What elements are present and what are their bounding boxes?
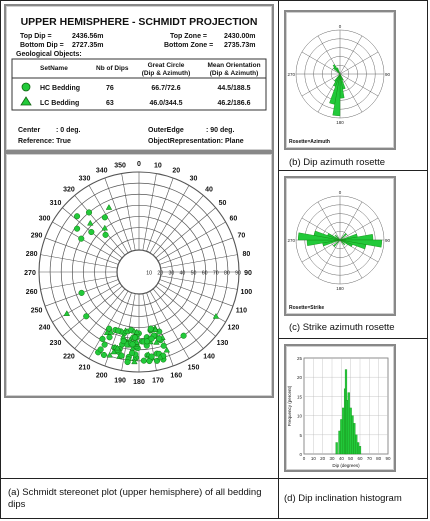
strike-rosette-svg — [286, 178, 394, 314]
hc-bedding-pole — [89, 229, 95, 235]
histogram-xtick: 60 — [357, 456, 363, 461]
hc-bedding-pole — [101, 352, 107, 358]
hc-bedding-pole — [74, 213, 80, 219]
row-hc-mo: 44.5/188.5 — [217, 85, 251, 92]
azimuth-label: 280 — [25, 251, 38, 259]
hc-bedding-pole — [115, 328, 121, 334]
row-lc-gc: 46.0/344.5 — [149, 100, 183, 107]
row-hc-nb: 76 — [106, 85, 114, 92]
info-panel — [4, 4, 274, 152]
hc-bedding-pole — [161, 343, 167, 349]
dip-label: 10 — [146, 270, 153, 277]
azimuth-label: 180 — [133, 379, 145, 386]
histogram-xtick: 10 — [310, 456, 316, 461]
azimuth-label: 150 — [187, 364, 200, 372]
histogram-ytick: 20 — [296, 375, 302, 381]
histogram-ytick: 0 — [299, 452, 302, 457]
outer-edge-label: OuterEdge — [148, 127, 184, 134]
caption-d: (d) Dip inclination histogram — [284, 493, 402, 504]
rosette-spoke — [318, 240, 340, 278]
histogram-xtick: 40 — [338, 456, 344, 461]
hc-bedding-pole — [79, 290, 85, 296]
dip-label: 60 — [201, 270, 208, 277]
azimuth-label: 320 — [63, 186, 75, 194]
histogram-bar — [339, 431, 341, 454]
azimuth-line — [161, 255, 238, 269]
hc-bedding-pole — [141, 358, 147, 364]
bottom-zone-value: 2735.73m — [224, 42, 256, 49]
row-lc-mo: 46.2/186.6 — [217, 100, 251, 107]
rosette-label: Rosette=Strike — [289, 305, 325, 311]
lc-bedding-pole — [102, 225, 108, 230]
azimuth-line — [143, 174, 157, 251]
hc-bedding-pole — [125, 359, 131, 365]
center-label: Center — [18, 127, 41, 134]
hc-bedding-pole — [86, 210, 92, 216]
dip-label: 40 — [179, 270, 186, 277]
strike-rosette-panel — [284, 176, 396, 316]
lc-bedding-pole — [64, 311, 70, 316]
azimuth-label: 80 — [242, 251, 251, 259]
histogram-xtick: 0 — [302, 456, 306, 461]
azimuth-label: 160 — [170, 372, 183, 380]
stereonet-svg — [6, 154, 272, 396]
rosette-spoke — [340, 52, 378, 74]
azimuth-label: 140 — [203, 353, 215, 361]
azimuth-label: 40 — [205, 186, 213, 194]
dip-histogram-panel — [284, 344, 396, 472]
histogram-ytick: 5 — [299, 432, 302, 438]
azimuth-line — [105, 178, 132, 251]
azimuth-label: 350 — [114, 162, 126, 170]
lc-bedding-pole — [106, 205, 112, 210]
divider-b — [278, 170, 428, 171]
lc-bedding-pole — [87, 220, 93, 225]
hc-bedding-pole — [119, 353, 125, 359]
azimuth-label: 70 — [237, 232, 246, 240]
center-value: : 0 deg. — [56, 127, 81, 134]
caption-c: (c) Strike azimuth rosette — [289, 322, 395, 333]
azimuth-label: 120 — [227, 324, 240, 332]
hc-bedding-circle-icon — [22, 83, 30, 91]
azimuth-line — [41, 276, 118, 290]
hc-bedding-pole — [107, 334, 113, 340]
hc-bedding-pole — [98, 347, 104, 353]
col-mean-orient-2: (Dip & Azimuth) — [209, 70, 259, 77]
col-great-circle-2: (Dip & Azimuth) — [141, 70, 191, 77]
histogram-xlabel: Dip (degrees) — [332, 463, 360, 468]
hc-bedding-pole — [129, 350, 135, 356]
rosette-spoke — [340, 74, 378, 96]
histogram-ytick: 25 — [296, 356, 302, 361]
histogram-bar — [342, 408, 344, 454]
dip-label: 80 — [223, 270, 230, 277]
hc-bedding-pole — [156, 336, 162, 342]
azimuth-label: 110 — [235, 307, 248, 315]
tick-0: 0 — [338, 24, 342, 29]
outer-edge-value: : 90 deg. — [206, 127, 235, 134]
azimuth-line — [160, 238, 233, 265]
azimuth-label: 300 — [38, 215, 51, 223]
histogram-bar — [350, 408, 352, 454]
row-lc-name: LC Bedding — [40, 100, 80, 107]
rosette-spoke — [340, 36, 362, 74]
tick-180: 180 — [336, 120, 344, 125]
hc-bedding-pole — [148, 326, 154, 332]
azimuth-label: 240 — [38, 324, 51, 332]
top-zone-value: 2430.00m — [224, 33, 256, 40]
azimuth-label: 100 — [240, 288, 253, 296]
azimuth-label: 290 — [30, 232, 43, 240]
hc-bedding-pole — [103, 232, 109, 238]
histogram-bar — [352, 416, 354, 454]
object-representation-label: ObjectRepresentation: Plane — [148, 138, 244, 145]
histogram-bar — [357, 442, 359, 454]
rosette-label: Rosette=Azimuth — [289, 139, 330, 145]
azimuth-label: 170 — [152, 377, 164, 385]
azimuth-label: 50 — [218, 199, 227, 207]
azimuth-label: 250 — [30, 307, 43, 315]
azimuth-label: 210 — [78, 364, 91, 372]
tick-90: 90 — [385, 238, 391, 243]
center-circle — [117, 250, 160, 293]
dip-histogram-svg — [286, 346, 394, 470]
hc-bedding-pole — [181, 333, 187, 339]
top-dip-value: 2436.56m — [72, 33, 104, 40]
stereonet-panel — [4, 152, 274, 398]
row-hc-name: HC Bedding — [40, 85, 81, 92]
dip-label: 50 — [190, 270, 197, 277]
azimuth-label: 10 — [154, 162, 162, 170]
azimuth-label: 130 — [216, 340, 229, 348]
histogram-bar — [355, 435, 357, 454]
azimuth-line — [122, 174, 136, 251]
bottom-dip-value: 2727.35m — [72, 42, 104, 49]
col-setname: SetName — [40, 65, 68, 72]
azimuth-label: 190 — [114, 377, 126, 385]
tick-0: 0 — [338, 190, 342, 195]
tick-270: 270 — [287, 72, 295, 77]
col-nb-dips: Nb of Dips — [96, 65, 129, 72]
azimuth-label: 340 — [95, 167, 108, 175]
reference-label: Reference: True — [18, 138, 71, 145]
azimuth-label: 200 — [95, 372, 108, 380]
azimuth-label: 220 — [63, 353, 75, 361]
azimuth-line — [41, 255, 118, 269]
hc-bedding-pole — [121, 338, 127, 344]
histogram-bar — [336, 442, 338, 454]
hc-bedding-pole — [130, 341, 136, 347]
histogram-xtick: 30 — [329, 456, 335, 461]
hc-bedding-pole — [102, 215, 108, 221]
bottom-zone-label: Bottom Zone = — [164, 42, 214, 49]
top-zone-label: Top Zone = — [170, 33, 208, 40]
plot-title: UPPER HEMISPHERE - SCHMIDT PROJECTION — [20, 16, 258, 28]
col-mean-orient-1: Mean Orientation — [207, 62, 261, 69]
azimuth-label: 310 — [49, 199, 62, 207]
histogram-ytick: 10 — [296, 413, 302, 419]
histogram-ytick: 15 — [296, 394, 302, 400]
histogram-xtick: 70 — [366, 456, 372, 461]
azimuth-label: 30 — [189, 175, 198, 183]
histogram-ylabel: Frequency (percent) — [287, 385, 292, 427]
hc-bedding-pole — [149, 336, 155, 342]
hc-bedding-pole — [83, 313, 89, 319]
dip-label: 20 — [157, 270, 164, 277]
tick-270: 270 — [287, 238, 295, 243]
azimuth-label: 330 — [78, 175, 91, 183]
azimuth-line — [45, 238, 118, 265]
row-hc-gc: 66.7/72.6 — [151, 85, 181, 92]
azimuth-label: 270 — [24, 270, 36, 277]
row-lc-nb: 63 — [106, 100, 114, 107]
bottom-dip-label: Bottom Dip = — [20, 42, 64, 49]
histogram-bar — [353, 423, 355, 454]
rosette-spoke — [340, 202, 362, 240]
azimuth-label: 60 — [229, 215, 238, 223]
tick-90: 90 — [385, 72, 391, 77]
hc-bedding-pole — [149, 354, 155, 360]
column-divider — [278, 0, 279, 519]
info-svg — [6, 6, 272, 150]
histogram-xtick: 80 — [376, 456, 382, 461]
divider-bottom — [0, 478, 428, 479]
dip-label: 90 — [235, 270, 241, 277]
histogram-bar — [359, 446, 361, 454]
azimuth-line — [147, 178, 174, 251]
caption-b: (b) Dip azimuth rosette — [289, 157, 386, 168]
top-dip-label: Top Dip = — [20, 33, 52, 40]
azimuth-line — [161, 276, 238, 290]
hc-bedding-pole — [78, 236, 84, 242]
histogram-bar — [340, 419, 342, 454]
histogram-xtick: 20 — [320, 456, 326, 461]
azimuth-label: 230 — [49, 340, 62, 348]
dip-label: 70 — [212, 270, 219, 277]
hc-bedding-pole — [102, 342, 108, 348]
lc-bedding-triangle-icon — [21, 97, 31, 105]
col-great-circle-1: Great Circle — [147, 62, 185, 69]
rosette-spoke — [302, 52, 340, 74]
dip-rosette-panel — [284, 10, 396, 150]
caption-a: (a) Schmidt stereonet plot (upper hemisphere) of all bedding dips — [8, 487, 262, 510]
divider-c — [278, 338, 428, 339]
hc-bedding-pole — [100, 336, 106, 342]
dip-rosette-svg — [286, 12, 394, 148]
azimuth-label: 90 — [244, 270, 252, 277]
azimuth-label: 260 — [25, 288, 38, 296]
azimuth-label: 20 — [172, 167, 181, 175]
azimuth-line — [160, 280, 233, 307]
histogram-bar — [346, 400, 348, 454]
azimuth-label: 0 — [137, 161, 141, 168]
dip-label: 30 — [168, 270, 175, 277]
histogram-bar — [348, 393, 350, 454]
lc-bedding-pole — [213, 313, 219, 318]
histogram-xtick: 50 — [348, 456, 354, 461]
tick-180: 180 — [336, 286, 344, 291]
geo-objects-label: Geological Objects: — [16, 51, 82, 58]
histogram-xtick: 90 — [385, 456, 391, 461]
hc-bedding-pole — [74, 226, 80, 232]
